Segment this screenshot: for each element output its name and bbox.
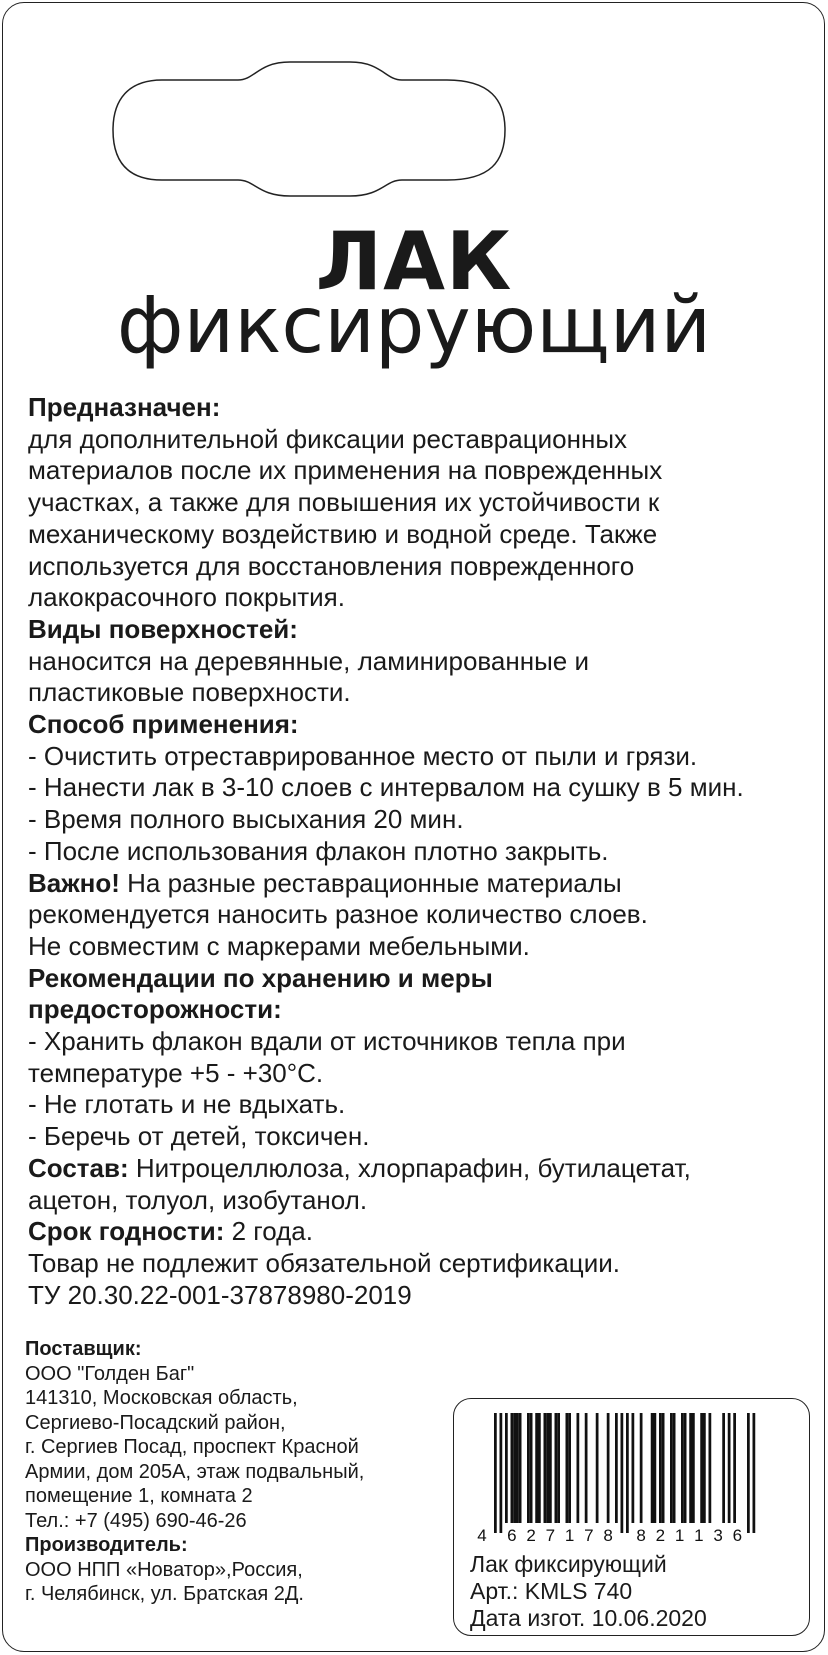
supplier-phone: Тел.: +7 (495) 690-46-26 bbox=[25, 1509, 247, 1532]
purpose-line: для дополнительной фиксации реставрационных bbox=[28, 423, 628, 454]
supplier-line: ООО "Голден Баг" bbox=[25, 1362, 195, 1385]
barcode-bar bbox=[555, 1413, 558, 1523]
barcode-bar bbox=[566, 1413, 569, 1523]
barcode-bar bbox=[494, 1413, 497, 1533]
barcode-digit: 1 bbox=[674, 1526, 685, 1545]
barcode-bar bbox=[513, 1413, 516, 1523]
barcode-digit: 2 bbox=[655, 1526, 666, 1545]
barcode-bar bbox=[662, 1413, 665, 1523]
usage-heading: Способ применения: bbox=[28, 709, 299, 740]
barcode-bar bbox=[632, 1413, 635, 1523]
barcode-bar bbox=[684, 1413, 687, 1523]
hang-hole bbox=[0, 0, 828, 200]
barcode-bar bbox=[692, 1413, 695, 1523]
barcode-bar bbox=[596, 1413, 599, 1523]
product-title: ЛАК bbox=[315, 215, 513, 308]
barcode-bar bbox=[615, 1413, 618, 1523]
surfaces-line: наносится на деревянные, ламинированные и bbox=[28, 645, 590, 676]
barcode-digit: 6 bbox=[507, 1526, 517, 1545]
barcode-bar bbox=[689, 1413, 692, 1523]
composition-heading: Состав: bbox=[28, 1152, 129, 1183]
barcode-digit: 8 bbox=[636, 1526, 646, 1545]
supplier-line: Сергиево-Посадский район, bbox=[25, 1411, 286, 1434]
barcode-bar bbox=[728, 1413, 731, 1523]
barcode-bar bbox=[753, 1413, 756, 1533]
manufacturer-line: г. Челябинск, ул. Братская 2Д. bbox=[25, 1583, 304, 1605]
supplier-heading: Поставщик: bbox=[25, 1338, 142, 1360]
usage-step: - После использования флакон плотно закрыть. bbox=[28, 835, 609, 866]
label-article: Арт.: KMLS 740 bbox=[470, 1578, 633, 1604]
barcode-bar bbox=[700, 1413, 703, 1523]
supplier-line: 141310, Московская область, bbox=[25, 1387, 298, 1409]
barcode-bar bbox=[500, 1413, 503, 1533]
barcode-bar bbox=[709, 1413, 712, 1523]
barcode-bar bbox=[670, 1413, 673, 1523]
barcode-bar bbox=[505, 1413, 508, 1523]
purpose-heading: Предназначен: bbox=[28, 392, 221, 422]
barcode-bar bbox=[722, 1413, 725, 1523]
usage-step: - Очистить отреставрированное место от пыли и грязи. bbox=[28, 740, 698, 771]
purpose-line: участках, а также для повышения их устойчивости к bbox=[28, 487, 660, 518]
shelf-life-value: 2 года. bbox=[224, 1216, 313, 1247]
barcode-bar bbox=[659, 1413, 662, 1523]
barcode-bar bbox=[538, 1413, 541, 1523]
important-line: Не совместим с маркерами мебельными. bbox=[28, 930, 530, 961]
barcode-bar bbox=[673, 1413, 676, 1523]
barcode-digit: 7 bbox=[584, 1526, 594, 1545]
barcode-bar bbox=[733, 1413, 736, 1523]
storage-line: температуре +5 - +30°C. bbox=[28, 1057, 324, 1088]
label-product-name: Лак фиксирующий bbox=[470, 1551, 667, 1577]
barcode-bar bbox=[527, 1413, 530, 1523]
barcode-digit: 6 bbox=[732, 1526, 743, 1545]
barcode-bar bbox=[557, 1413, 560, 1523]
surfaces-heading: Виды поверхностей: bbox=[28, 613, 298, 644]
barcode-bar bbox=[535, 1413, 538, 1523]
barcode-bar bbox=[703, 1413, 706, 1523]
barcode-bar bbox=[640, 1413, 643, 1523]
supplier-line: помещение 1, комната 2 bbox=[25, 1485, 253, 1507]
barcode-bar bbox=[519, 1413, 522, 1523]
purpose-line: лакокрасочного покрытия. bbox=[28, 582, 345, 613]
usage-step: - Время полного высыхания 20 мин. bbox=[28, 804, 464, 835]
barcode-bar bbox=[654, 1413, 657, 1523]
barcode-bar bbox=[585, 1413, 588, 1523]
storage-line: - Хранить флакон вдали от источников тепла при bbox=[28, 1026, 626, 1057]
barcode-digit: 1 bbox=[694, 1526, 704, 1545]
barcode-digit: 7 bbox=[545, 1526, 556, 1545]
shelf-life-line bbox=[28, 1216, 813, 1248]
storage-line: - Беречь от детей, токсичен. bbox=[28, 1121, 370, 1152]
product-subtitle: фиксирующий bbox=[116, 281, 712, 371]
purpose-line: механическому воздействию и водной среде. Также bbox=[28, 518, 658, 549]
technical-standard: ТУ 20.30.22-001-37878980-2019 bbox=[28, 1279, 412, 1310]
barcode-bar bbox=[577, 1413, 580, 1523]
barcode-bar bbox=[549, 1413, 552, 1523]
barcode-digit: 1 bbox=[564, 1526, 575, 1545]
label-manufacture-date: Дата изгот. 10.06.2020 bbox=[470, 1605, 707, 1631]
barcode-digit: 4 bbox=[477, 1526, 487, 1545]
important-text: На разные реставрационные материалы bbox=[119, 867, 622, 898]
important-heading: Важно! bbox=[28, 867, 120, 898]
surfaces-line: пластиковые поверхности. bbox=[28, 677, 351, 708]
important-line: рекомендуется наносить разное количество слоев. bbox=[28, 899, 648, 930]
supplier-line: Армии, дом 205А, этаж подвальный, bbox=[25, 1460, 365, 1483]
important-line bbox=[28, 868, 813, 900]
barcode-bar bbox=[651, 1413, 654, 1523]
barcode-bar bbox=[607, 1413, 610, 1523]
barcode-bar bbox=[626, 1413, 629, 1533]
barcode-bar bbox=[568, 1413, 571, 1523]
barcode-bar bbox=[621, 1413, 624, 1533]
storage-heading: Рекомендации по хранению и меры bbox=[28, 962, 493, 993]
barcode-bar bbox=[511, 1413, 514, 1523]
composition-text: Нитроцеллюлоза, хлорпарафин, бутилацетат, bbox=[128, 1152, 691, 1183]
barcode-bar bbox=[544, 1413, 547, 1523]
barcode-digit: 8 bbox=[603, 1526, 613, 1545]
composition-line bbox=[28, 1153, 813, 1185]
purpose-line: используется для восстановления поврежденного bbox=[28, 550, 635, 581]
barcode-bar bbox=[530, 1413, 533, 1523]
shelf-life-heading: Срок годности: bbox=[28, 1216, 225, 1247]
barcode bbox=[472, 1409, 792, 1549]
barcode-digit: 2 bbox=[526, 1526, 536, 1545]
storage-heading: предосторожности: bbox=[28, 994, 282, 1025]
description-block bbox=[28, 392, 813, 1311]
supplier-block bbox=[25, 1337, 425, 1607]
barcode-bar bbox=[681, 1413, 684, 1523]
usage-step: - Нанести лак в 3-10 слоев с интервалом на сушку в 5 мин. bbox=[28, 772, 744, 803]
storage-line: - Не глотать и не вдыхать. bbox=[28, 1089, 346, 1120]
purpose-line: материалов после их применения на поврежденных bbox=[28, 455, 663, 486]
barcode-bar bbox=[546, 1413, 549, 1523]
manufacturer-line: ООО НПП «Новатор»,Россия, bbox=[25, 1558, 303, 1581]
barcode-bar bbox=[747, 1413, 750, 1533]
certification-note: Товар не подлежит обязательной сертификации. bbox=[28, 1247, 620, 1278]
supplier-line: г. Сергиев Посад, проспект Красной bbox=[25, 1436, 359, 1458]
barcode-digit: 3 bbox=[713, 1526, 723, 1545]
product-label bbox=[453, 1398, 810, 1636]
manufacturer-heading: Производитель: bbox=[25, 1534, 188, 1556]
barcode-bar bbox=[516, 1413, 519, 1523]
composition-line: ацетон, толуол, изобутанол. bbox=[28, 1184, 368, 1215]
